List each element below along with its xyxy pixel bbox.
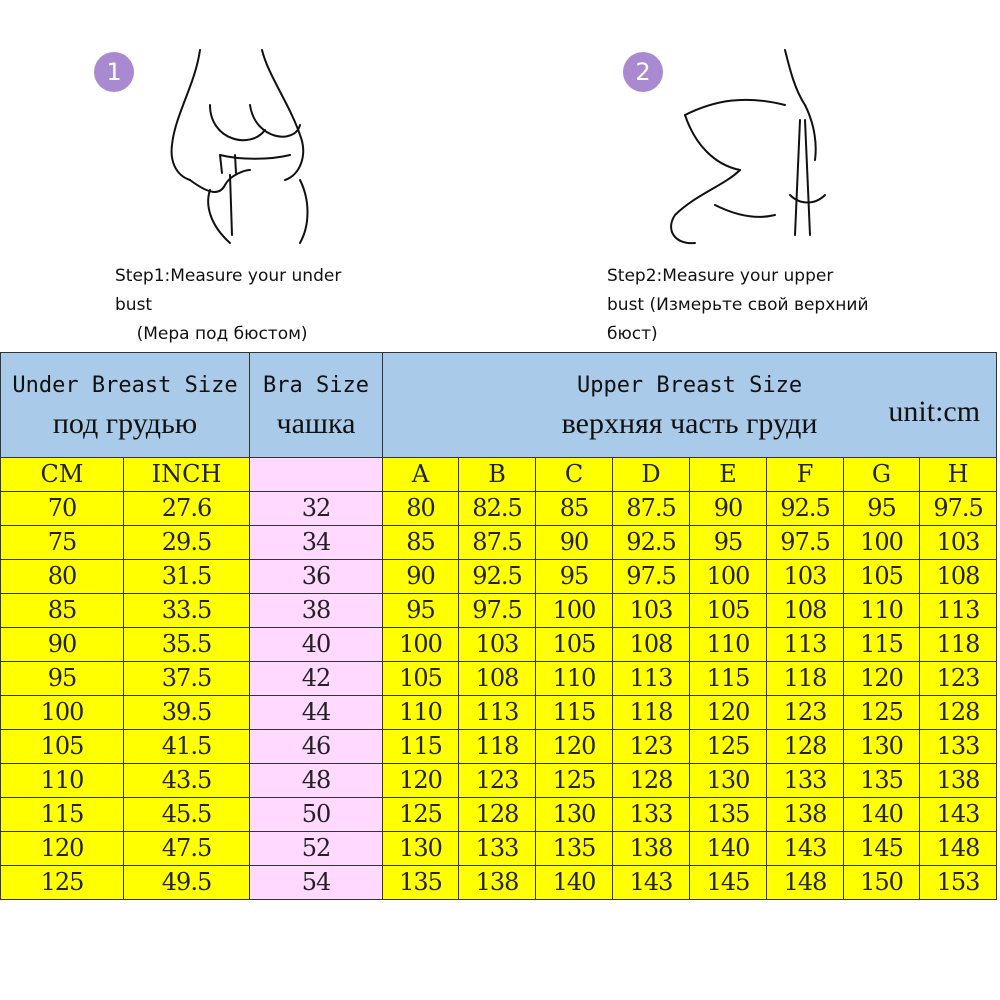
subheader-cell: C <box>536 458 613 492</box>
bra-size-cell: 50 <box>250 798 383 832</box>
upper-breast-cell: 120 <box>383 764 459 798</box>
upper-breast-cell: 90 <box>383 560 459 594</box>
bra-size-cell: 48 <box>250 764 383 798</box>
upper-breast-cell: 113 <box>459 696 536 730</box>
upper-breast-cell: 87.5 <box>459 526 536 560</box>
under-breast-cm-cell: 90 <box>1 628 124 662</box>
upper-breast-cell: 87.5 <box>613 492 690 526</box>
under-breast-label-ru: под грудью <box>52 407 198 440</box>
step-2-instructions <box>607 262 869 349</box>
upper-breast-cell: 100 <box>383 628 459 662</box>
step-2-line: бюст) <box>607 324 658 344</box>
bra-size-cell: 38 <box>250 594 383 628</box>
subheader-cell: H <box>920 458 997 492</box>
bra-size-cell: 44 <box>250 696 383 730</box>
upper-breast-cell: 123 <box>767 696 844 730</box>
subheader-cell: E <box>690 458 767 492</box>
upper-breast-cell: 125 <box>690 730 767 764</box>
upper-breast-cell: 138 <box>459 866 536 900</box>
upper-breast-cell: 148 <box>767 866 844 900</box>
upper-breast-cell: 133 <box>920 730 997 764</box>
upper-breast-cell: 97.5 <box>920 492 997 526</box>
upper-breast-cell: 92.5 <box>613 526 690 560</box>
upper-breast-cell: 125 <box>383 798 459 832</box>
subheader-cell: CM <box>1 458 124 492</box>
upper-breast-cell: 138 <box>613 832 690 866</box>
upper-breast-cell: 85 <box>383 526 459 560</box>
upper-breast-cell: 150 <box>844 866 920 900</box>
bra-size-label-ru: чашка <box>276 407 356 440</box>
upper-breast-cell: 105 <box>383 662 459 696</box>
upper-breast-cell: 100 <box>536 594 613 628</box>
step-1-line: (Мера под бюстом) <box>115 324 308 344</box>
step-2-line: Step2:Measure your upper <box>607 266 834 286</box>
upper-breast-cell: 128 <box>613 764 690 798</box>
table-subheader-row <box>1 458 997 492</box>
upper-breast-cell: 113 <box>613 662 690 696</box>
upper-breast-cell: 143 <box>920 798 997 832</box>
under-breast-cm-cell: 95 <box>1 662 124 696</box>
upper-breast-cell: 108 <box>613 628 690 662</box>
upper-breast-cell: 123 <box>613 730 690 764</box>
upper-breast-cell: 110 <box>844 594 920 628</box>
upper-breast-cell: 105 <box>536 628 613 662</box>
upper-breast-cell: 130 <box>536 798 613 832</box>
upper-breast-cell: 90 <box>536 526 613 560</box>
table-header-row <box>1 353 997 458</box>
upper-breast-cell: 115 <box>383 730 459 764</box>
under-breast-inch-cell: 37.5 <box>124 662 250 696</box>
upper-breast-cell: 135 <box>383 866 459 900</box>
bra-size-cell: 40 <box>250 628 383 662</box>
upper-bust-measure-illustration <box>655 45 855 245</box>
table-row <box>1 866 997 900</box>
under-breast-inch-cell: 47.5 <box>124 832 250 866</box>
upper-breast-cell: 128 <box>920 696 997 730</box>
under-breast-cm-cell: 110 <box>1 764 124 798</box>
upper-breast-cell: 133 <box>459 832 536 866</box>
upper-breast-cell: 100 <box>690 560 767 594</box>
upper-breast-cell: 123 <box>920 662 997 696</box>
upper-breast-cell: 95 <box>844 492 920 526</box>
upper-breast-cell: 145 <box>844 832 920 866</box>
upper-breast-cell: 130 <box>690 764 767 798</box>
bra-size-cell: 46 <box>250 730 383 764</box>
upper-breast-cell: 95 <box>383 594 459 628</box>
subheader-cell: B <box>459 458 536 492</box>
table-row <box>1 696 997 730</box>
upper-breast-cell: 115 <box>536 696 613 730</box>
upper-breast-cell: 110 <box>383 696 459 730</box>
subheader-cell: INCH <box>124 458 250 492</box>
under-breast-inch-cell: 45.5 <box>124 798 250 832</box>
step-1-line: bust <box>115 295 153 315</box>
bra-size-cell: 34 <box>250 526 383 560</box>
upper-breast-cell: 140 <box>536 866 613 900</box>
upper-breast-cell: 143 <box>613 866 690 900</box>
under-bust-measure-illustration <box>150 45 350 245</box>
upper-breast-cell: 153 <box>920 866 997 900</box>
upper-breast-cell: 115 <box>844 628 920 662</box>
upper-breast-cell: 103 <box>613 594 690 628</box>
upper-breast-cell: 103 <box>459 628 536 662</box>
table-row <box>1 730 997 764</box>
upper-breast-cell: 123 <box>459 764 536 798</box>
bra-size-header <box>250 353 383 458</box>
upper-breast-cell: 130 <box>844 730 920 764</box>
upper-breast-cell: 118 <box>767 662 844 696</box>
step-2-line: bust (Измерьте свой верхний <box>607 295 869 315</box>
under-breast-inch-cell: 31.5 <box>124 560 250 594</box>
upper-breast-cell: 140 <box>844 798 920 832</box>
upper-breast-cell: 120 <box>536 730 613 764</box>
step-1-instructions <box>115 262 341 349</box>
subheader-cell: F <box>767 458 844 492</box>
upper-breast-cell: 143 <box>767 832 844 866</box>
under-breast-cm-cell: 75 <box>1 526 124 560</box>
upper-breast-cell: 135 <box>844 764 920 798</box>
upper-breast-cell: 115 <box>690 662 767 696</box>
bra-size-subheader-cell <box>250 458 383 492</box>
table-row <box>1 594 997 628</box>
upper-breast-cell: 128 <box>767 730 844 764</box>
upper-breast-cell: 145 <box>690 866 767 900</box>
upper-breast-cell: 120 <box>690 696 767 730</box>
under-breast-inch-cell: 33.5 <box>124 594 250 628</box>
upper-breast-cell: 95 <box>690 526 767 560</box>
upper-breast-cell: 85 <box>536 492 613 526</box>
upper-breast-cell: 118 <box>613 696 690 730</box>
under-breast-inch-cell: 35.5 <box>124 628 250 662</box>
upper-breast-cell: 105 <box>690 594 767 628</box>
upper-breast-cell: 148 <box>920 832 997 866</box>
under-breast-inch-cell: 41.5 <box>124 730 250 764</box>
under-breast-cm-cell: 105 <box>1 730 124 764</box>
upper-breast-cell: 133 <box>767 764 844 798</box>
upper-breast-cell: 80 <box>383 492 459 526</box>
upper-breast-label-en: Upper Breast Size <box>576 373 803 398</box>
step-1-line: Step1:Measure your under <box>115 266 342 286</box>
under-breast-header <box>1 353 250 458</box>
bra-size-cell: 32 <box>250 492 383 526</box>
under-breast-cm-cell: 100 <box>1 696 124 730</box>
bra-size-cell: 52 <box>250 832 383 866</box>
table-row <box>1 492 997 526</box>
table-row <box>1 560 997 594</box>
step-2-badge: 2 <box>623 52 663 92</box>
upper-breast-cell: 97.5 <box>613 560 690 594</box>
under-breast-inch-cell: 49.5 <box>124 866 250 900</box>
under-breast-inch-cell: 43.5 <box>124 764 250 798</box>
upper-breast-cell: 82.5 <box>459 492 536 526</box>
upper-breast-cell: 108 <box>920 560 997 594</box>
upper-breast-label-ru: верхняя часть груди <box>561 407 818 440</box>
under-breast-inch-cell: 39.5 <box>124 696 250 730</box>
under-breast-inch-cell: 27.6 <box>124 492 250 526</box>
upper-breast-header <box>383 353 997 458</box>
unit-label: unit:cm <box>888 395 981 428</box>
step-1-badge: 1 <box>94 52 134 92</box>
upper-breast-cell: 108 <box>767 594 844 628</box>
upper-breast-cell: 135 <box>536 832 613 866</box>
subheader-cell: G <box>844 458 920 492</box>
under-breast-cm-cell: 70 <box>1 492 124 526</box>
under-breast-cm-cell: 115 <box>1 798 124 832</box>
upper-breast-cell: 118 <box>459 730 536 764</box>
table-row <box>1 628 997 662</box>
upper-breast-cell: 130 <box>383 832 459 866</box>
under-breast-label-en: Under Breast Size <box>12 373 238 398</box>
upper-breast-cell: 103 <box>920 526 997 560</box>
bra-size-cell: 42 <box>250 662 383 696</box>
upper-breast-cell: 103 <box>767 560 844 594</box>
upper-breast-cell: 97.5 <box>767 526 844 560</box>
upper-breast-cell: 95 <box>536 560 613 594</box>
upper-breast-cell: 97.5 <box>459 594 536 628</box>
upper-breast-cell: 110 <box>536 662 613 696</box>
table-body <box>1 458 997 900</box>
table-row <box>1 526 997 560</box>
upper-breast-cell: 113 <box>767 628 844 662</box>
upper-breast-cell: 133 <box>613 798 690 832</box>
subheader-cell: D <box>613 458 690 492</box>
bra-size-cell: 36 <box>250 560 383 594</box>
upper-breast-cell: 92.5 <box>459 560 536 594</box>
bra-size-cell: 54 <box>250 866 383 900</box>
upper-breast-cell: 128 <box>459 798 536 832</box>
upper-breast-cell: 125 <box>844 696 920 730</box>
under-breast-cm-cell: 120 <box>1 832 124 866</box>
table-row <box>1 764 997 798</box>
under-breast-cm-cell: 80 <box>1 560 124 594</box>
upper-breast-cell: 92.5 <box>767 492 844 526</box>
upper-breast-cell: 90 <box>690 492 767 526</box>
table-row <box>1 662 997 696</box>
upper-breast-cell: 120 <box>844 662 920 696</box>
upper-breast-cell: 135 <box>690 798 767 832</box>
subheader-cell: A <box>383 458 459 492</box>
upper-breast-cell: 140 <box>690 832 767 866</box>
size-chart-table <box>0 352 997 900</box>
upper-breast-cell: 100 <box>844 526 920 560</box>
upper-breast-cell: 108 <box>459 662 536 696</box>
table-row <box>1 832 997 866</box>
under-breast-cm-cell: 85 <box>1 594 124 628</box>
bra-size-label-en: Bra Size <box>263 373 369 398</box>
upper-breast-cell: 105 <box>844 560 920 594</box>
upper-breast-cell: 125 <box>536 764 613 798</box>
upper-breast-cell: 138 <box>767 798 844 832</box>
upper-breast-cell: 118 <box>920 628 997 662</box>
table-row <box>1 798 997 832</box>
upper-breast-cell: 138 <box>920 764 997 798</box>
upper-breast-cell: 110 <box>690 628 767 662</box>
upper-breast-cell: 113 <box>920 594 997 628</box>
under-breast-inch-cell: 29.5 <box>124 526 250 560</box>
under-breast-cm-cell: 125 <box>1 866 124 900</box>
